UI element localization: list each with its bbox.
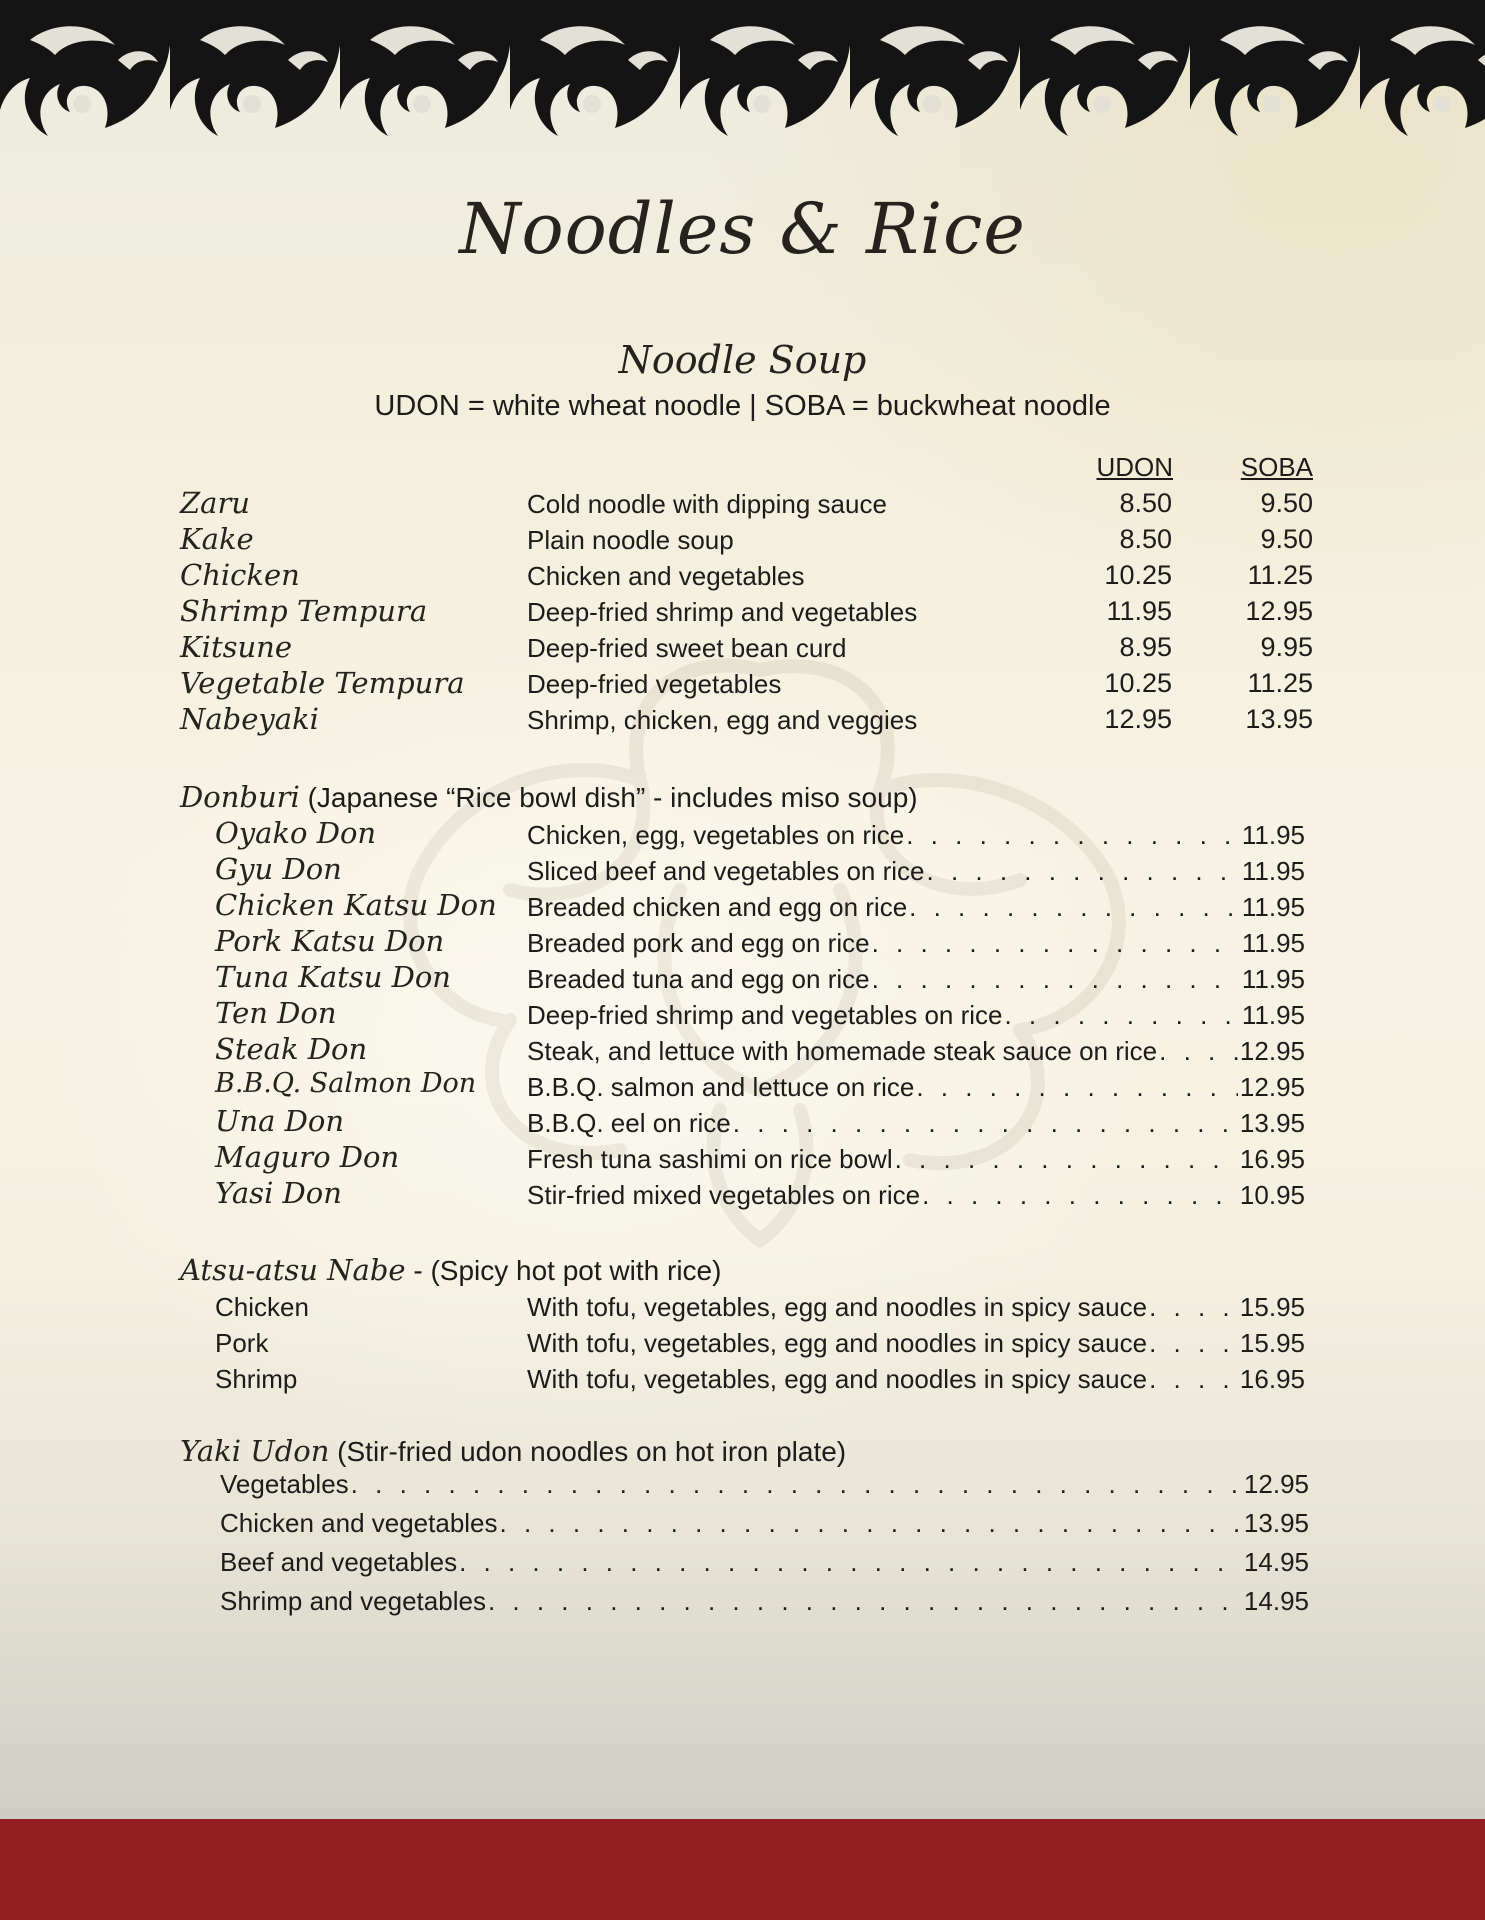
item-name: Oyako Don xyxy=(215,816,377,850)
menu-item xyxy=(0,998,1485,1034)
menu-item xyxy=(0,486,1485,522)
item-name: Una Don xyxy=(215,1104,345,1138)
udon-price: 8.50 xyxy=(1119,488,1172,518)
item-name: Maguro Don xyxy=(215,1140,400,1174)
item-description: Plain noodle soup xyxy=(527,525,734,555)
item-name: Gyu Don xyxy=(215,852,342,886)
item-name: Kitsune xyxy=(180,630,292,664)
item-description: Breaded tuna and egg on rice xyxy=(527,964,870,994)
menu-item xyxy=(0,1290,1485,1326)
udon-column-header: UDON xyxy=(1096,452,1173,482)
item-description: Deep-fried shrimp and vegetables on rice xyxy=(527,1000,1003,1030)
item-name: Pork Katsu Don xyxy=(215,924,445,958)
udon-price: 12.95 xyxy=(1104,704,1172,734)
item-description: Fresh tuna sashimi on rice bowl xyxy=(527,1144,893,1174)
section-note: (Japanese “Rice bowl dish” - includes miso soup) xyxy=(307,782,918,813)
ornamental-border xyxy=(0,0,1485,160)
menu-item xyxy=(0,962,1485,998)
item-price: 11.95 xyxy=(1241,964,1305,994)
menu-item xyxy=(0,1584,1485,1620)
menu-item xyxy=(0,702,1485,738)
item-price: 13.95 xyxy=(1243,1508,1309,1538)
soba-price: 11.25 xyxy=(1247,668,1313,698)
item-description: Breaded pork and egg on rice xyxy=(527,928,870,958)
item-name: Chicken Katsu Don xyxy=(215,888,497,922)
item-price: 11.95 xyxy=(1241,820,1305,850)
footer-bar xyxy=(0,1819,1485,1920)
soba-column-header: SOBA xyxy=(1240,452,1313,482)
item-name: Beef and vegetables xyxy=(220,1547,458,1577)
menu-item xyxy=(0,558,1485,594)
item-price: 15.95 xyxy=(1239,1292,1305,1322)
item-name: Tuna Katsu Don xyxy=(215,960,451,994)
item-description: B.B.Q. eel on rice xyxy=(527,1108,731,1138)
item-price: 11.95 xyxy=(1241,1000,1305,1030)
item-name: Ten Don xyxy=(215,996,337,1030)
item-description: Breaded chicken and egg on rice xyxy=(527,892,908,922)
menu-item xyxy=(0,1142,1485,1178)
section-title: Donburi xyxy=(180,780,300,814)
menu-item xyxy=(0,1545,1485,1581)
item-name: B.B.Q. Salmon Don xyxy=(215,1068,477,1099)
item-price: 14.95 xyxy=(1243,1586,1309,1616)
donburi-heading xyxy=(180,780,918,814)
noodle-soup-heading: Noodle Soup xyxy=(618,338,867,382)
item-price: 16.95 xyxy=(1239,1364,1305,1394)
item-name: Vegetable Tempura xyxy=(180,666,465,700)
item-description: B.B.Q. salmon and lettuce on rice xyxy=(527,1072,915,1102)
item-description: Chicken, egg, vegetables on rice xyxy=(527,820,905,850)
item-description: With tofu, vegetables, egg and noodles in spicy sauce xyxy=(527,1364,1148,1394)
menu-item xyxy=(0,522,1485,558)
item-name: Zaru xyxy=(180,486,250,520)
item-name: Kake xyxy=(180,522,254,556)
item-name: Vegetables xyxy=(220,1469,349,1499)
item-name: Chicken and vegetables xyxy=(220,1508,498,1538)
item-description: Shrimp, chicken, egg and veggies xyxy=(527,705,918,735)
item-description: Sliced beef and vegetables on rice xyxy=(527,856,925,886)
menu-item xyxy=(0,1178,1485,1214)
item-description: Deep-fried sweet bean curd xyxy=(527,633,847,663)
item-price: 12.95 xyxy=(1239,1036,1305,1066)
soba-price: 9.95 xyxy=(1260,632,1313,662)
item-description: Deep-fried vegetables xyxy=(527,669,782,699)
item-description: Steak, and lettuce with homemade steak sauce on rice xyxy=(527,1036,1158,1066)
item-description: Chicken and vegetables xyxy=(527,561,805,591)
section-note: - (Spicy hot pot with rice) xyxy=(413,1255,722,1286)
menu-item xyxy=(0,926,1485,962)
yaki-udon-heading xyxy=(180,1434,846,1468)
menu-item xyxy=(0,890,1485,926)
section-note: (Stir-fried udon noodles on hot iron plate) xyxy=(337,1436,847,1467)
menu-item xyxy=(0,818,1485,854)
item-description: With tofu, vegetables, egg and noodles in spicy sauce xyxy=(527,1328,1148,1358)
section-title: Atsu-atsu Nabe xyxy=(180,1253,406,1287)
item-price: 12.95 xyxy=(1243,1469,1309,1499)
noodle-type-legend: UDON = white wheat noodle | SOBA = buckwheat noodle xyxy=(374,390,1111,422)
soba-price: 12.95 xyxy=(1245,596,1313,626)
item-name: Nabeyaki xyxy=(180,702,319,736)
item-price: 14.95 xyxy=(1243,1547,1309,1577)
menu-item xyxy=(0,1070,1485,1106)
item-name: Yasi Don xyxy=(215,1176,342,1210)
item-name: Shrimp Tempura xyxy=(180,594,428,628)
udon-price: 8.95 xyxy=(1119,632,1172,662)
menu-item xyxy=(0,1362,1485,1398)
soba-price: 13.95 xyxy=(1245,704,1313,734)
menu-item xyxy=(0,630,1485,666)
udon-price: 10.25 xyxy=(1104,560,1172,590)
item-description: With tofu, vegetables, egg and noodles in spicy sauce xyxy=(527,1292,1148,1322)
menu-item xyxy=(0,854,1485,890)
item-description: Deep-fried shrimp and vegetables xyxy=(527,597,918,627)
menu-item xyxy=(0,1034,1485,1070)
menu-item xyxy=(0,1506,1485,1542)
item-price: 11.95 xyxy=(1241,928,1305,958)
menu-item xyxy=(0,594,1485,630)
item-price: 10.95 xyxy=(1239,1180,1305,1210)
page-title: Noodles & Rice xyxy=(459,188,1026,270)
item-name: Shrimp and vegetables xyxy=(220,1586,486,1616)
item-description: Stir-fried mixed vegetables on rice xyxy=(527,1180,921,1210)
item-name: Steak Don xyxy=(215,1032,368,1066)
menu-item xyxy=(0,1467,1485,1503)
item-name: Chicken xyxy=(215,1292,309,1322)
section-title: Yaki Udon xyxy=(180,1434,330,1468)
item-name: Chicken xyxy=(180,558,300,592)
atsu-nabe-heading xyxy=(180,1253,721,1287)
menu-item xyxy=(0,1326,1485,1362)
udon-price: 8.50 xyxy=(1119,524,1172,554)
item-name: Shrimp xyxy=(215,1364,298,1394)
item-price: 15.95 xyxy=(1239,1328,1305,1358)
menu-item xyxy=(0,1106,1485,1142)
soba-price: 9.50 xyxy=(1260,488,1313,518)
item-price: 11.95 xyxy=(1241,892,1305,922)
item-price: 11.95 xyxy=(1241,856,1305,886)
menu-item xyxy=(0,666,1485,702)
item-name: Pork xyxy=(215,1328,269,1358)
soba-price: 9.50 xyxy=(1260,524,1313,554)
udon-price: 11.95 xyxy=(1106,596,1172,626)
udon-price: 10.25 xyxy=(1104,668,1172,698)
item-price: 12.95 xyxy=(1239,1072,1305,1102)
item-description: Cold noodle with dipping sauce xyxy=(527,489,887,519)
item-price: 13.95 xyxy=(1239,1108,1305,1138)
soba-price: 11.25 xyxy=(1247,560,1313,590)
item-price: 16.95 xyxy=(1239,1144,1305,1174)
